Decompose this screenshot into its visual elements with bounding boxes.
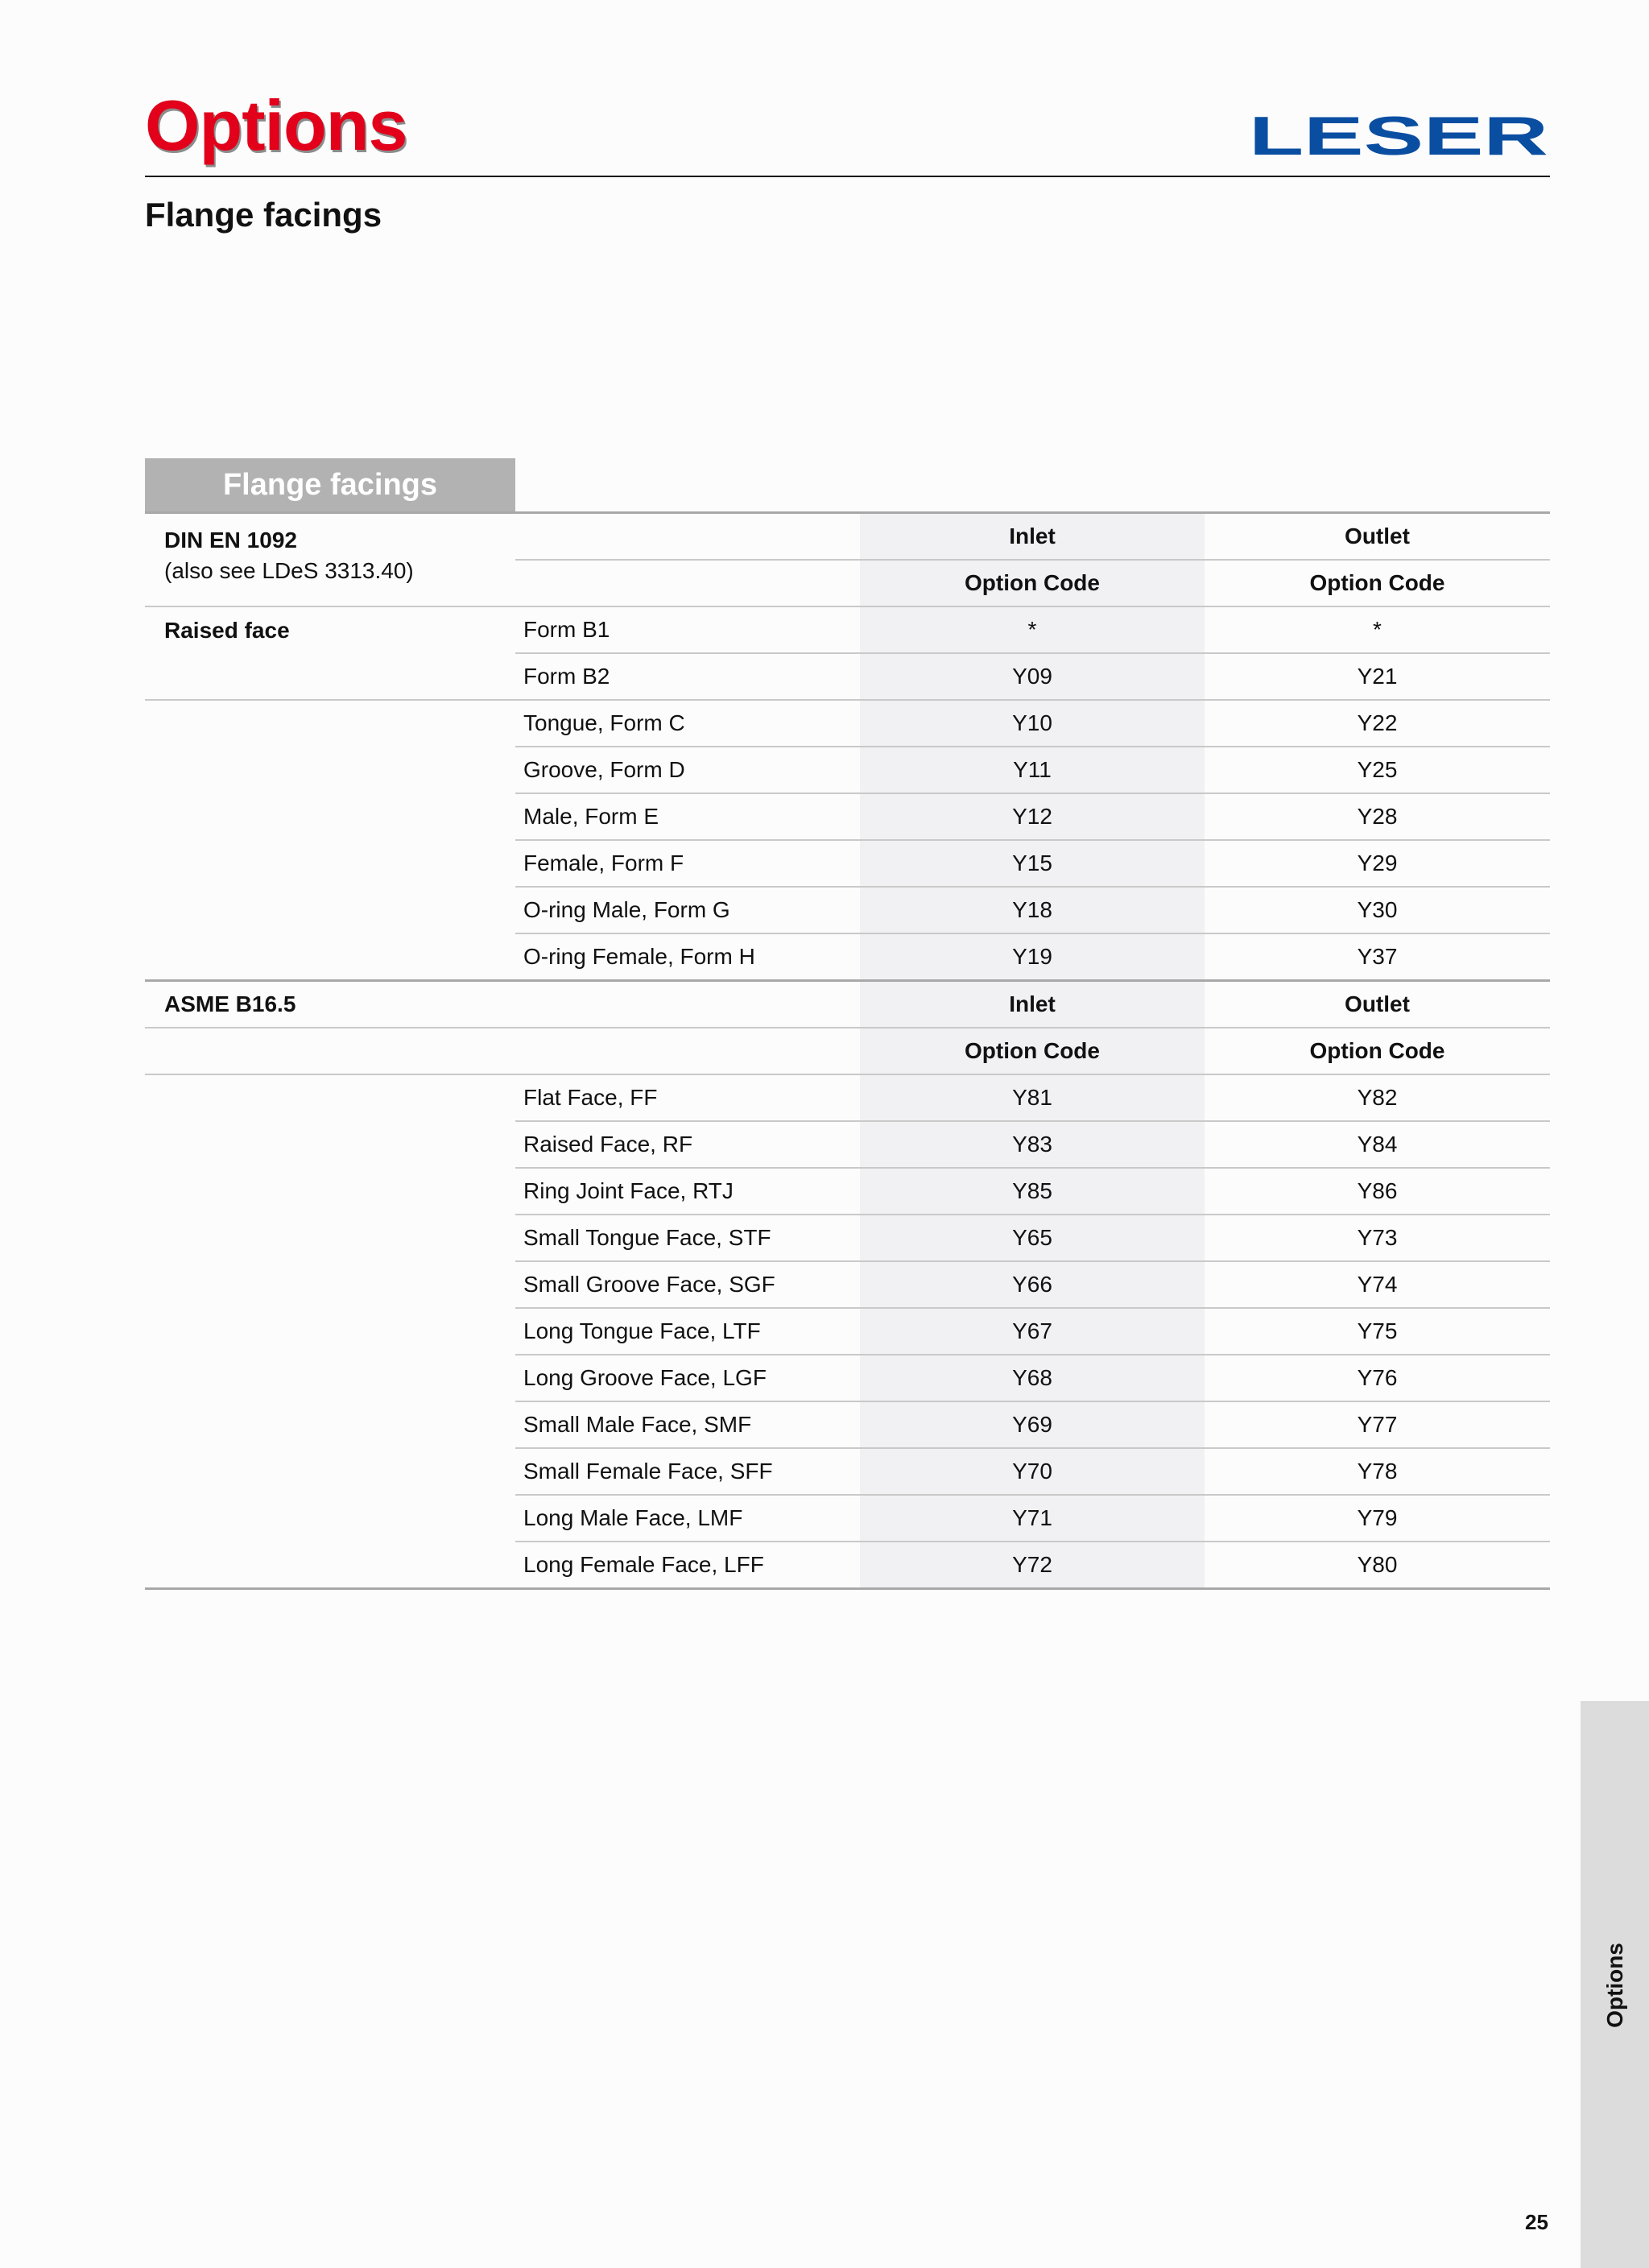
facing-label: Small Female Face, SFF: [515, 1448, 860, 1495]
outlet-code: Y86: [1205, 1168, 1550, 1215]
din-section: [145, 513, 1550, 981]
group-cell-blank: [145, 747, 515, 793]
outlet-code: Y30: [1205, 887, 1550, 933]
inlet-code: Y10: [860, 700, 1205, 747]
table-row: [145, 933, 1550, 981]
page-number: 25: [1525, 2210, 1548, 2234]
table-caption: Flange facings: [145, 458, 515, 511]
inlet-code: Y19: [860, 933, 1205, 981]
page-title: Options: [145, 85, 407, 165]
inlet-code: Y15: [860, 840, 1205, 887]
table-row: [145, 887, 1550, 933]
din-header-row: [145, 513, 1550, 561]
din-standard-note: (also see LDeS 3313.40): [164, 558, 414, 583]
outlet-code: Y84: [1205, 1121, 1550, 1168]
outlet-code: Y28: [1205, 793, 1550, 840]
group-cell-blank: [145, 1448, 515, 1495]
table-row: [145, 840, 1550, 887]
side-tab-label: Options: [1602, 1943, 1627, 2028]
inlet-code: Y83: [860, 1121, 1205, 1168]
table-row: [145, 700, 1550, 747]
outlet-code: Y29: [1205, 840, 1550, 887]
facings-grid: [145, 511, 1550, 1590]
table-row: [145, 1448, 1550, 1495]
inlet-code: *: [860, 606, 1205, 653]
group-cell-blank: [145, 887, 515, 933]
table-row: [145, 1355, 1550, 1401]
group-cell-blank: [145, 1542, 515, 1589]
group-cell-blank: [145, 653, 515, 700]
page-header: [145, 85, 1550, 177]
asme-inlet-header: Inlet: [860, 981, 1205, 1028]
outlet-code: Y76: [1205, 1355, 1550, 1401]
asme-subheader-blank: [145, 1028, 515, 1074]
din-standard-name: DIN EN 1092: [164, 528, 297, 553]
group-cell-blank: [145, 1215, 515, 1261]
outlet-code: Y78: [1205, 1448, 1550, 1495]
inlet-code: Y81: [860, 1074, 1205, 1121]
asme-inlet-option-code: Option Code: [860, 1028, 1205, 1074]
outlet-code: Y79: [1205, 1495, 1550, 1542]
inlet-code: Y72: [860, 1542, 1205, 1589]
table-row: [145, 747, 1550, 793]
facing-label: Male, Form E: [515, 793, 860, 840]
table-row: [145, 1215, 1550, 1261]
inlet-code: Y85: [860, 1168, 1205, 1215]
outlet-code: Y21: [1205, 653, 1550, 700]
table-row: [145, 1542, 1550, 1589]
group-cell-blank: [145, 1168, 515, 1215]
group-label: Raised face: [164, 617, 290, 643]
table-row: [145, 1121, 1550, 1168]
din-outlet-header: Outlet: [1205, 513, 1550, 561]
facing-label: Tongue, Form C: [515, 700, 860, 747]
group-cell-blank: [145, 1074, 515, 1121]
group-cell-blank: [145, 1121, 515, 1168]
outlet-code: Y37: [1205, 933, 1550, 981]
inlet-code: Y65: [860, 1215, 1205, 1261]
inlet-code: Y67: [860, 1308, 1205, 1355]
outlet-code: Y80: [1205, 1542, 1550, 1589]
flange-facings-table: [145, 458, 1550, 1590]
facing-label: Small Groove Face, SGF: [515, 1261, 860, 1308]
outlet-code: Y82: [1205, 1074, 1550, 1121]
facing-label: O-ring Female, Form H: [515, 933, 860, 981]
facing-label: Long Groove Face, LGF: [515, 1355, 860, 1401]
asme-header-blank: [515, 981, 860, 1028]
facing-label: Flat Face, FF: [515, 1074, 860, 1121]
inlet-code: Y66: [860, 1261, 1205, 1308]
inlet-code: Y71: [860, 1495, 1205, 1542]
group-cell-blank: [145, 840, 515, 887]
group-cell-blank: [145, 700, 515, 747]
din-outlet-option-code: Option Code: [1205, 560, 1550, 606]
outlet-code: Y25: [1205, 747, 1550, 793]
inlet-code: Y09: [860, 653, 1205, 700]
table-row: [145, 653, 1550, 700]
table-row: [145, 793, 1550, 840]
section-title: Flange facings: [145, 196, 382, 234]
asme-section: [145, 981, 1550, 1589]
facing-label: Form B2: [515, 653, 860, 700]
asme-outlet-option-code: Option Code: [1205, 1028, 1550, 1074]
logo-text: LESER: [1249, 113, 1548, 158]
facing-label: Form B1: [515, 606, 860, 653]
group-cell-blank: [145, 793, 515, 840]
outlet-code: Y77: [1205, 1401, 1550, 1448]
facing-label: O-ring Male, Form G: [515, 887, 860, 933]
asme-outlet-header: Outlet: [1205, 981, 1550, 1028]
table-row: [145, 1261, 1550, 1308]
facing-label: Groove, Form D: [515, 747, 860, 793]
din-inlet-option-code: Option Code: [860, 560, 1205, 606]
asme-subheader-row: [145, 1028, 1550, 1074]
outlet-code: *: [1205, 606, 1550, 653]
facing-label: Long Female Face, LFF: [515, 1542, 860, 1589]
table-row: [145, 1495, 1550, 1542]
table-row: [145, 1308, 1550, 1355]
inlet-code: Y69: [860, 1401, 1205, 1448]
facing-label: Female, Form F: [515, 840, 860, 887]
outlet-code: Y74: [1205, 1261, 1550, 1308]
group-cell-blank: [145, 1308, 515, 1355]
inlet-code: Y11: [860, 747, 1205, 793]
group-cell-blank: [145, 1401, 515, 1448]
din-inlet-header: Inlet: [860, 513, 1205, 561]
inlet-code: Y68: [860, 1355, 1205, 1401]
leser-logo: [1248, 113, 1550, 158]
outlet-code: Y75: [1205, 1308, 1550, 1355]
inlet-code: Y12: [860, 793, 1205, 840]
facing-label: Long Male Face, LMF: [515, 1495, 860, 1542]
din-standard-cell: [145, 513, 515, 607]
din-subheader-blank: [515, 560, 860, 606]
inlet-code: Y18: [860, 887, 1205, 933]
table-row: [145, 1401, 1550, 1448]
outlet-code: Y22: [1205, 700, 1550, 747]
asme-standard-name: ASME B16.5: [145, 981, 515, 1028]
din-header-blank: [515, 513, 860, 561]
asme-header-row: [145, 981, 1550, 1028]
asme-subheader-blank: [515, 1028, 860, 1074]
group-cell-blank: [145, 1495, 515, 1542]
group-cell-blank: [145, 933, 515, 981]
table-row: [145, 1168, 1550, 1215]
facing-label: Raised Face, RF: [515, 1121, 860, 1168]
facing-label: Long Tongue Face, LTF: [515, 1308, 860, 1355]
facing-label: Small Tongue Face, STF: [515, 1215, 860, 1261]
group-cell-blank: [145, 1261, 515, 1308]
facing-label: Small Male Face, SMF: [515, 1401, 860, 1448]
group-cell-blank: [145, 1355, 515, 1401]
inlet-code: Y70: [860, 1448, 1205, 1495]
outlet-code: Y73: [1205, 1215, 1550, 1261]
table-row: [145, 1074, 1550, 1121]
table-row: [145, 606, 1550, 653]
facing-label: Ring Joint Face, RTJ: [515, 1168, 860, 1215]
